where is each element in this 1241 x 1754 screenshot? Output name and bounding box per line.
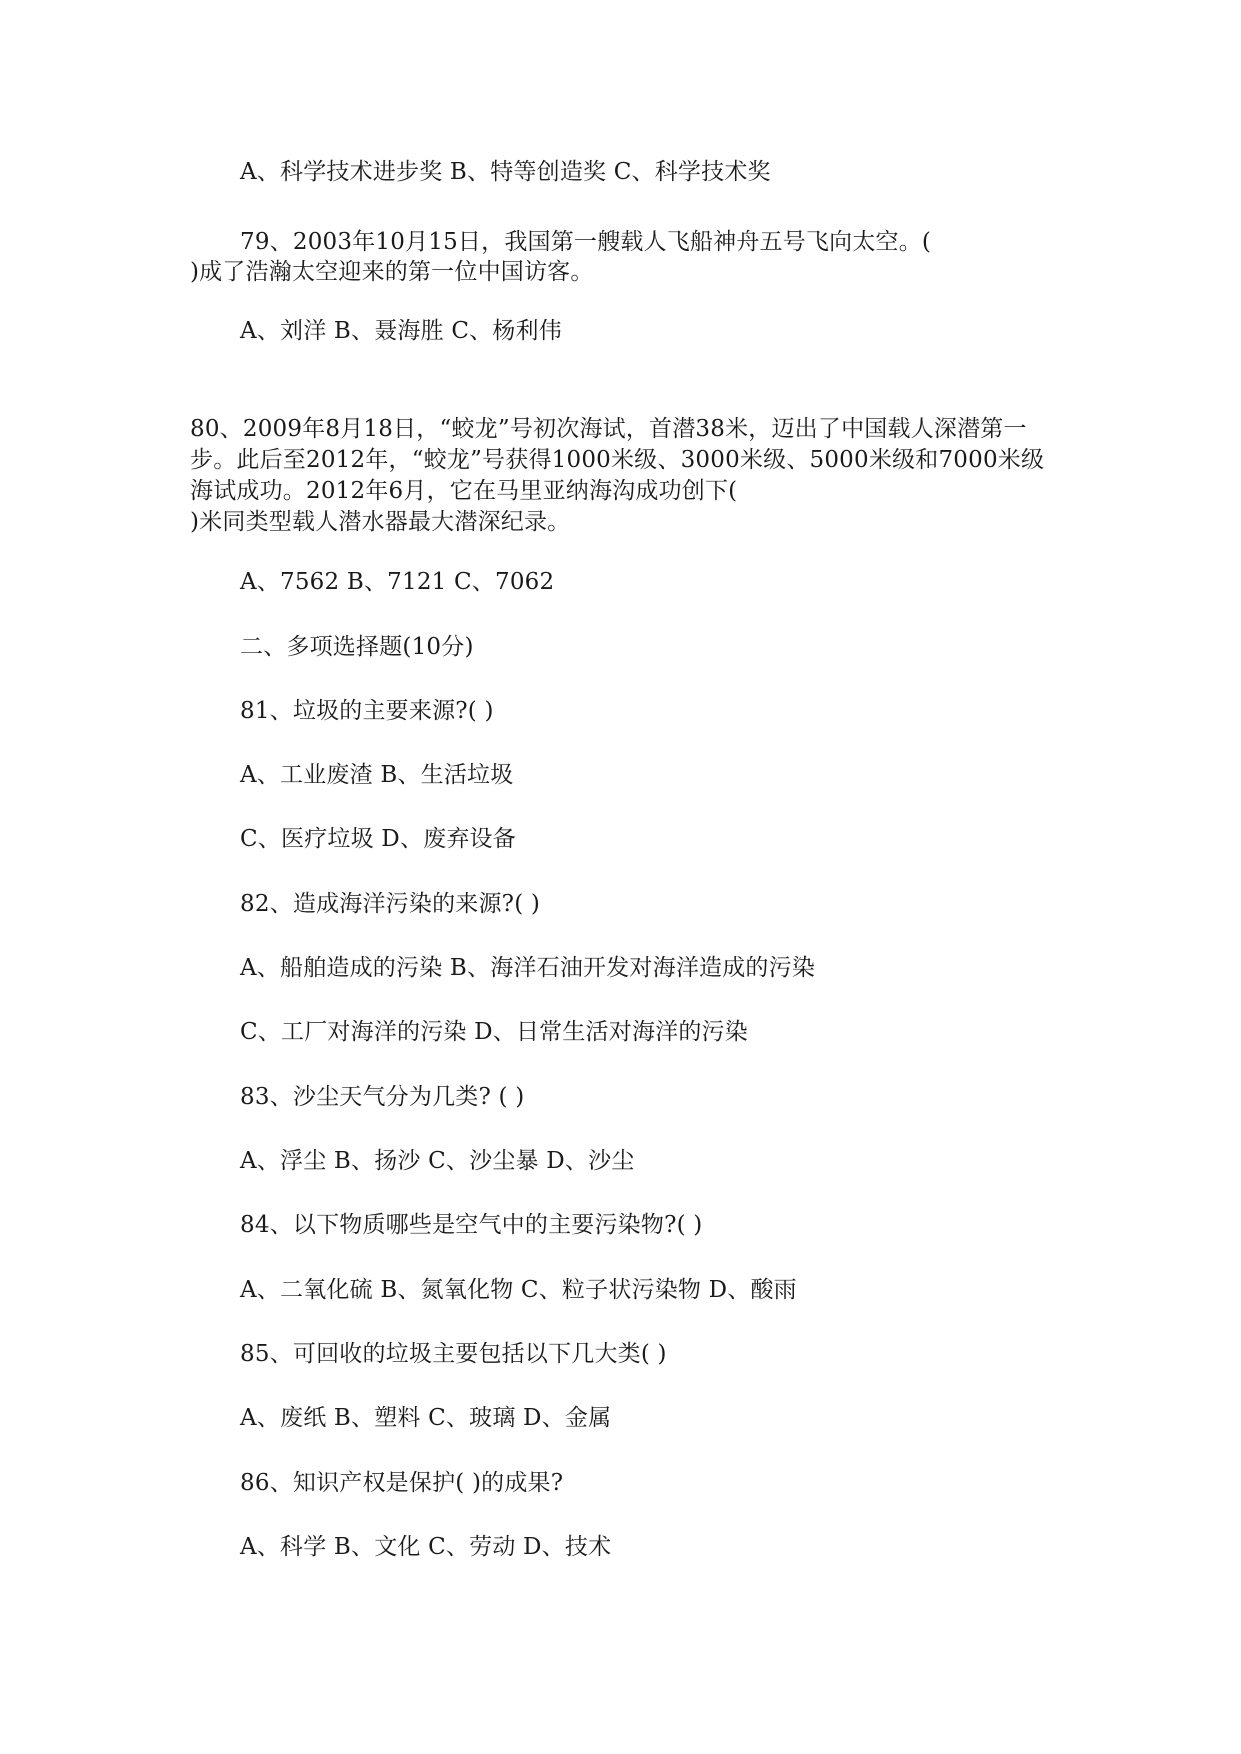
q80-options: A、7562 B、7121 C、7062 bbox=[240, 569, 555, 595]
q84-options: A、二氧化硫 B、氮氧化物 C、粒子状污染物 D、酸雨 bbox=[240, 1277, 797, 1303]
q82-text: 82、造成海洋污染的来源?( ) bbox=[240, 891, 541, 917]
q81-options-line-1: A、工业废渣 B、生活垃圾 bbox=[240, 762, 514, 788]
q79-text-line-1: 79、2003年10月15日，我国第一艘载人飞船神舟五号飞向太空。( bbox=[240, 229, 932, 255]
q83-text: 83、沙尘天气分为几类? ( ) bbox=[240, 1084, 525, 1110]
q85-options: A、废纸 B、塑料 C、玻璃 D、金属 bbox=[240, 1405, 612, 1431]
q85-text: 85、可回收的垃圾主要包括以下几大类( ) bbox=[240, 1341, 667, 1367]
q86-text: 86、知识产权是保护( )的成果? bbox=[240, 1470, 564, 1496]
q86-options: A、科学 B、文化 C、劳动 D、技术 bbox=[240, 1534, 612, 1560]
q81-text: 81、垃圾的主要来源?( ) bbox=[240, 698, 494, 724]
q82-options-line-1: A、船舶造成的污染 B、海洋石油开发对海洋造成的污染 bbox=[240, 955, 816, 981]
q80-text-line-1: 80、2009年8月18日，“蛟龙”号初次海试，首潜38米，迈出了中国载人深潜第一 bbox=[190, 416, 1027, 442]
section-heading-multiple-choice: 二、多项选择题(10分) bbox=[240, 634, 474, 660]
q79-text-line-2: )成了浩瀚太空迎来的第一位中国访客。 bbox=[190, 259, 594, 285]
q81-options-line-2: C、医疗垃圾 D、废弃设备 bbox=[240, 826, 516, 852]
q80-text-line-3: 海试成功。2012年6月，它在马里亚纳海沟成功创下( bbox=[190, 478, 738, 504]
q79-options: A、刘洋 B、聂海胜 C、杨利伟 bbox=[240, 318, 562, 344]
q80-text-line-2: 步。此后至2012年，“蛟龙”号获得1000米级、3000米级、5000米级和7000米级 bbox=[190, 447, 1045, 473]
q82-options-line-2: C、工厂对海洋的污染 D、日常生活对海洋的污染 bbox=[240, 1019, 748, 1045]
q83-options: A、浮尘 B、扬沙 C、沙尘暴 D、沙尘 bbox=[240, 1148, 635, 1174]
q80-text-line-4: )米同类型载人潜水器最大潜深纪录。 bbox=[190, 509, 571, 535]
q78-options: A、科学技术进步奖 B、特等创造奖 C、科学技术奖 bbox=[240, 159, 771, 185]
q84-text: 84、以下物质哪些是空气中的主要污染物?( ) bbox=[240, 1212, 703, 1238]
